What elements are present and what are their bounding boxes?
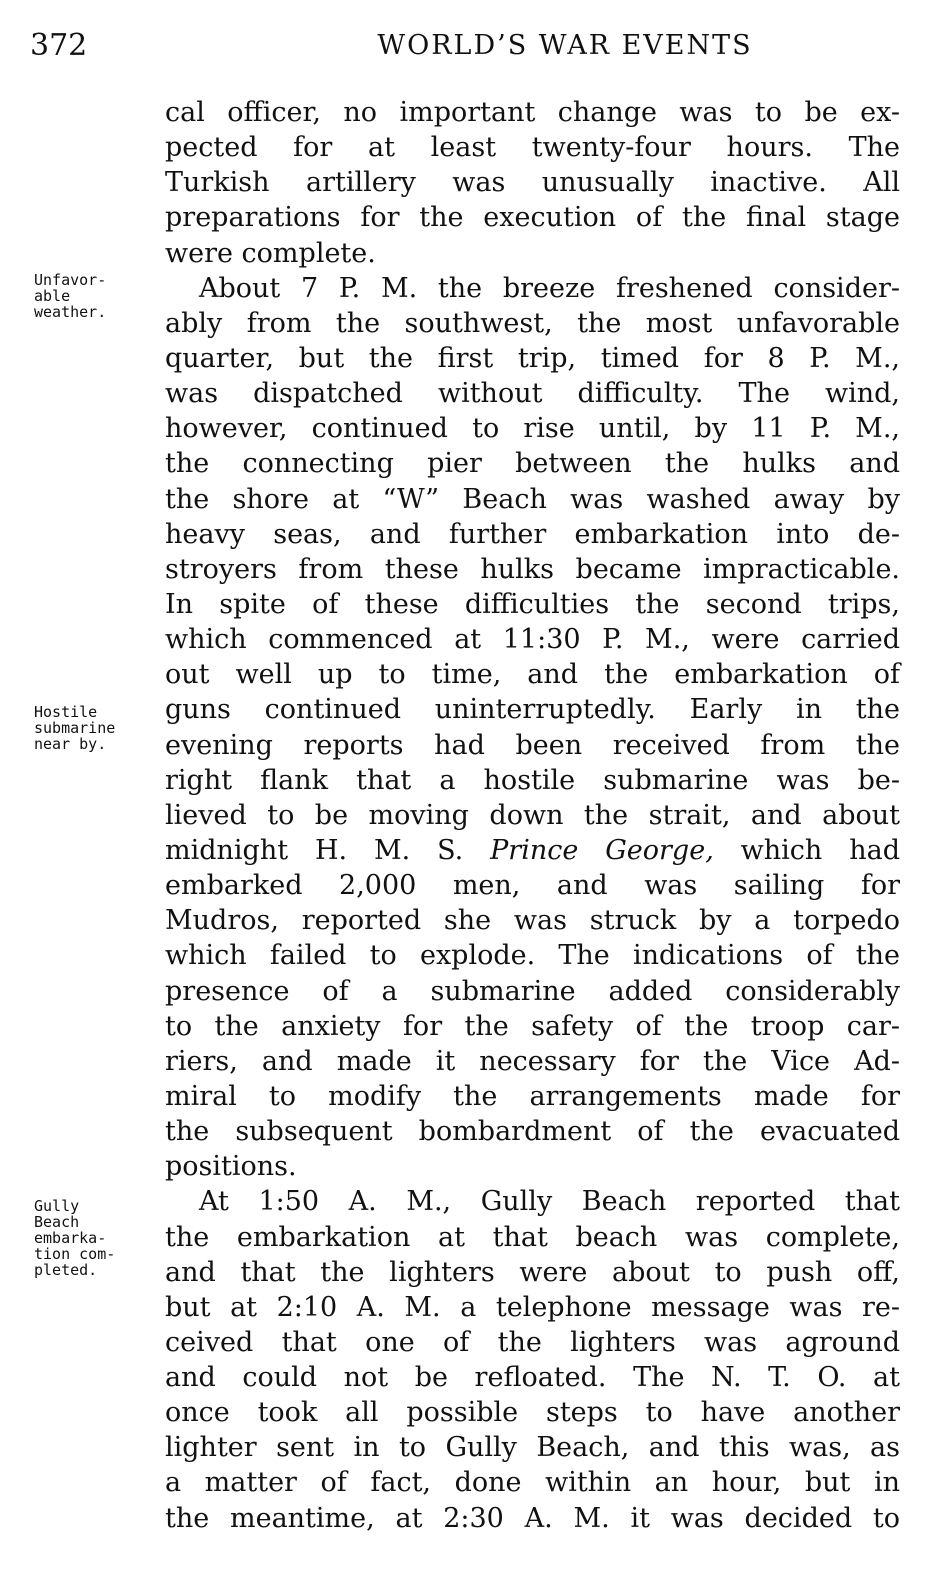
text-line: Turkish artillery was unusually inactive. All — [165, 167, 900, 199]
text-line: embarked 2,000 men, and was sailing for — [165, 870, 900, 902]
text-line: positions. — [165, 1151, 297, 1183]
text-line: At 1:50 A. M., Gully Beach reported that — [199, 1186, 900, 1218]
page-header — [30, 26, 910, 70]
margin-note-line: tion com- — [34, 1245, 116, 1263]
text-line: which commenced at 11:30 P. M., were carried — [165, 624, 900, 656]
text-line: riers, and made it necessary for the Vice Ad- — [165, 1045, 900, 1077]
text-line: and could not be refloated. The N. T. O. at — [165, 1362, 900, 1394]
text-line: guns continued uninterruptedly. Early in the — [165, 694, 900, 726]
margin-note-gully-beach — [34, 1198, 164, 1278]
text-line: out well up to time, and the embarkation of — [165, 659, 900, 691]
text-line: once took all possible steps to have another — [165, 1397, 900, 1429]
text-line: ably from the southwest, the most unfavorable — [165, 307, 900, 339]
margin-note-line: able — [34, 287, 71, 305]
margin-note-line: Gully — [34, 1197, 80, 1215]
margin-note-line: submarine — [34, 719, 116, 737]
text-line: preparations for the execution of the final stage — [165, 202, 900, 234]
text-line: right flank that a hostile submarine was be- — [165, 764, 900, 796]
text-line: and that the lighters were about to push off, — [165, 1256, 900, 1288]
text-line: heavy seas, and further embarkation into de- — [165, 518, 900, 550]
text-line: a matter of fact, done within an hour, but in — [165, 1467, 900, 1499]
margin-note-line: Unfavor- — [34, 271, 107, 289]
margin-note-hostile-submarine — [34, 704, 164, 752]
text-line: the embarkation at that beach was complete, — [165, 1221, 900, 1253]
text-line: however, continued to rise until, by 11 P. M., — [165, 413, 900, 445]
text-line: ceived that one of the lighters was aground — [165, 1326, 900, 1358]
body-text — [165, 95, 900, 1536]
text-line: About 7 P. M. the breeze freshened consider- — [199, 272, 900, 304]
text-line: pected for at least twenty-four hours. The — [165, 132, 900, 164]
text-line: the connecting pier between the hulks and — [165, 448, 900, 480]
text-line: the subsequent bombardment of the evacuated — [165, 1116, 900, 1148]
text-line: presence of a submarine added considerably — [165, 975, 900, 1007]
text-line: to the anxiety for the safety of the troop car- — [165, 1010, 900, 1042]
margin-note-line: embarka- — [34, 1229, 107, 1247]
text-line: was dispatched without difficulty. The wind, — [165, 378, 900, 410]
text-line: the shore at “W” Beach was washed away by — [165, 483, 900, 515]
margin-note-line: Beach — [34, 1213, 80, 1231]
text-line: lighter sent in to Gully Beach, and this was, as — [165, 1432, 900, 1464]
text-line: stroyers from these hulks became impracticable. — [165, 553, 900, 585]
text-line — [165, 833, 900, 868]
margin-note-line: pleted. — [34, 1261, 98, 1279]
margin-note-unfavorable-weather — [34, 272, 164, 320]
text-line: miral to modify the arrangements made for — [165, 1080, 900, 1112]
page-number: 372 — [30, 28, 88, 63]
text-line: were complete. — [165, 237, 376, 269]
text-line: lieved to be moving down the strait, and about — [165, 799, 900, 831]
text-line: In spite of these difficulties the second trips, — [165, 588, 900, 620]
ship-name: Prince George, — [490, 834, 714, 866]
text-line: evening reports had been received from the — [165, 729, 900, 761]
running-title: WORLD’S WAR EVENTS — [377, 30, 753, 61]
text-segment: which had — [713, 834, 900, 866]
text-line: quarter, but the first trip, timed for 8 P. M., — [165, 342, 900, 374]
margin-note-line: near by. — [34, 735, 107, 753]
text-line: Mudros, reported she was struck by a torpedo — [165, 905, 900, 937]
text-segment: midnight H. M. S. — [165, 834, 491, 866]
text-line: but at 2:10 A. M. a telephone message was re- — [165, 1291, 900, 1323]
text-line: cal officer, no important change was to be ex- — [165, 97, 900, 128]
text-line: which failed to explode. The indications of the — [165, 940, 900, 972]
margin-note-line: Hostile — [34, 703, 98, 721]
text-line: the meantime, at 2:30 A. M. it was decided to — [165, 1502, 900, 1534]
margin-note-line: weather. — [34, 303, 107, 321]
